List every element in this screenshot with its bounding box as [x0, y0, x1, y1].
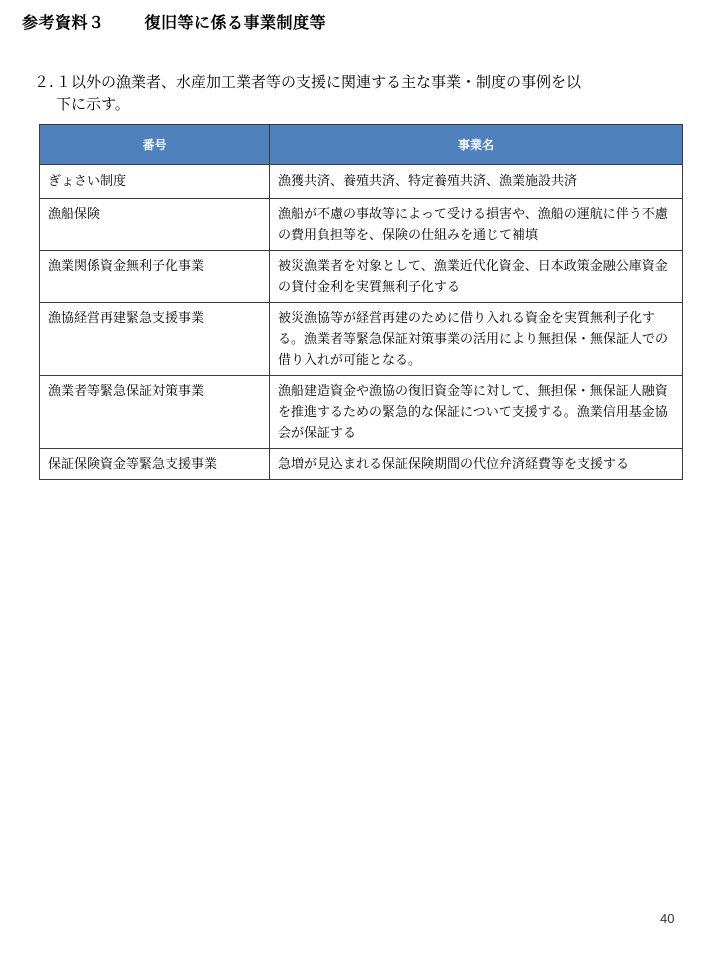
program-name-cell: 漁船保険	[40, 199, 270, 251]
program-name-cell: ぎょさい制度	[40, 165, 270, 199]
program-name-cell: 保証保険資金等緊急支援事業	[40, 449, 270, 480]
table-header-row	[40, 125, 683, 165]
header-label: 参考資料３	[22, 13, 105, 32]
intro-line-1: １以外の漁業者、水産加工業者等の支援に関連する主な事業・制度の事例を以	[56, 73, 582, 91]
program-description-cell: 被災漁協等が経営再建のために借り入れる資金を実質無利子化する。漁業者等緊急保証対策事業の活用により無担保・無保証人での借り入れが可能となる。	[270, 303, 683, 376]
intro-paragraph	[34, 71, 684, 115]
program-name-cell: 漁業者等緊急保証対策事業	[40, 376, 270, 449]
program-name-cell: 漁業関係資金無利子化事業	[40, 251, 270, 303]
program-description-cell: 被災漁業者を対象として、漁業近代化資金、日本政策金融公庫資金の貸付金利を実質無利子化する	[270, 251, 683, 303]
table-row	[40, 165, 683, 199]
column-header-program: 事業名	[270, 125, 683, 165]
table-row	[40, 449, 683, 480]
program-description-cell: 漁獲共済、養殖共済、特定養殖共済、漁業施設共済	[270, 165, 683, 199]
intro-line-2: 下に示す。	[56, 95, 130, 113]
table-row	[40, 199, 683, 251]
intro-number: ２.	[34, 73, 54, 91]
program-description-cell: 漁船建造資金や漁協の復旧資金等に対して、無担保・無保証人融資を推進するための緊急的な保証について支援する。漁業信用基金協会が保証する	[270, 376, 683, 449]
program-table	[39, 124, 683, 480]
column-header-number: 番号	[40, 125, 270, 165]
program-description-cell: 急増が見込まれる保証保険期間の代位弁済経費等を支援する	[270, 449, 683, 480]
table-row	[40, 251, 683, 303]
page-number: 40	[660, 911, 675, 926]
table-row	[40, 303, 683, 376]
program-name-cell: 漁協経営再建緊急支援事業	[40, 303, 270, 376]
table-row	[40, 376, 683, 449]
document-header	[22, 10, 326, 33]
page-title: 復旧等に係る事業制度等	[144, 13, 327, 32]
program-description-cell: 漁船が不慮の事故等によって受ける損害や、漁船の運航に伴う不慮の費用負担等を、保険の仕組みを通じて補填	[270, 199, 683, 251]
